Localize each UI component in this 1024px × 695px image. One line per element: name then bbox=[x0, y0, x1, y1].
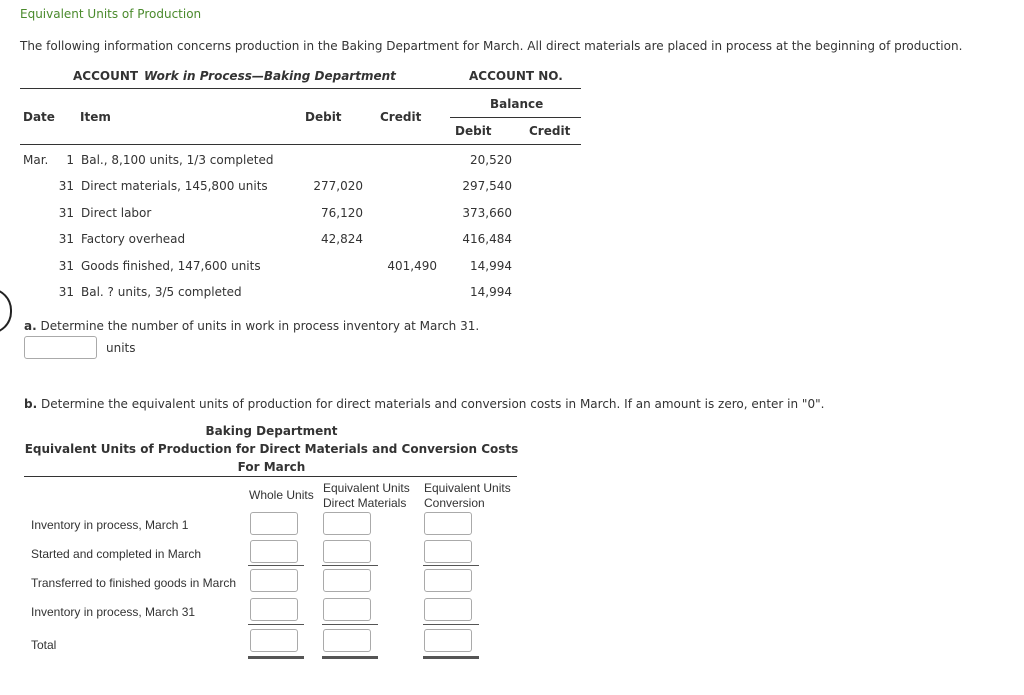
balance-credit-header: Credit bbox=[529, 124, 571, 138]
row-label-started-completed: Started and completed in March bbox=[31, 547, 202, 561]
row-item: Goods finished, 147,600 units bbox=[81, 259, 261, 273]
part-b-prefix: b. bbox=[24, 397, 38, 411]
row-item: Bal., 8,100 units, 1/3 completed bbox=[81, 153, 274, 167]
double-underline bbox=[248, 656, 304, 659]
whole-units-input-started-completed[interactable] bbox=[250, 540, 298, 563]
col-header-conv-line1: Equivalent Units bbox=[424, 481, 511, 495]
ledger-top-rule bbox=[20, 88, 581, 89]
dm-input-inventory-march-1[interactable] bbox=[323, 512, 371, 535]
intro-text: The following information concerns production in the Baking Department for March. All direct materials are placed in process at the beginning of production. bbox=[20, 39, 963, 53]
total-rule bbox=[248, 624, 304, 625]
row-debit: 76,120 bbox=[321, 206, 363, 220]
table-title-department: Baking Department bbox=[205, 424, 338, 438]
left-edge-bracket bbox=[0, 288, 12, 334]
col-header-whole-units: Whole Units bbox=[249, 488, 314, 502]
row-label-inventory-march-31: Inventory in process, March 31 bbox=[31, 605, 196, 619]
conversion-input-inventory-march-1[interactable] bbox=[424, 512, 472, 535]
ledger-header-rule bbox=[20, 144, 581, 145]
account-no-label: ACCOUNT NO. bbox=[469, 69, 563, 83]
row-day: 31 bbox=[58, 259, 74, 273]
row-balance-debit: 20,520 bbox=[470, 153, 512, 167]
col-header-dm-line2: Direct Materials bbox=[323, 496, 407, 510]
balance-header: Balance bbox=[490, 97, 544, 111]
row-label-inventory-march-1: Inventory in process, March 1 bbox=[31, 518, 189, 532]
row-balance-debit: 373,660 bbox=[462, 206, 512, 220]
table-top-rule bbox=[24, 476, 517, 477]
units-label: units bbox=[106, 341, 136, 355]
whole-units-input-transferred[interactable] bbox=[250, 569, 298, 592]
month-label: Mar. bbox=[23, 153, 49, 167]
row-debit: 42,824 bbox=[321, 232, 363, 246]
row-item: Direct labor bbox=[81, 206, 152, 220]
row-credit: 401,490 bbox=[387, 259, 437, 273]
row-debit: 277,020 bbox=[313, 179, 363, 193]
part-a-question bbox=[24, 319, 479, 333]
row-day: 31 bbox=[58, 285, 74, 299]
total-rule bbox=[322, 624, 378, 625]
row-day: 31 bbox=[58, 179, 74, 193]
whole-units-input-inventory-march-1[interactable] bbox=[250, 512, 298, 535]
conversion-input-total[interactable] bbox=[424, 629, 472, 652]
row-day: 31 bbox=[58, 206, 74, 220]
item-header: Item bbox=[80, 110, 111, 124]
dm-input-transferred[interactable] bbox=[323, 569, 371, 592]
part-a-prefix: a. bbox=[24, 319, 37, 333]
double-underline bbox=[322, 656, 378, 659]
row-item: Direct materials, 145,800 units bbox=[81, 179, 268, 193]
row-balance-debit: 14,994 bbox=[470, 285, 512, 299]
date-header: Date bbox=[23, 110, 55, 124]
account-name: Work in Process—Baking Department bbox=[144, 69, 396, 83]
whole-units-input-total[interactable] bbox=[250, 629, 298, 652]
row-balance-debit: 416,484 bbox=[462, 232, 512, 246]
page-title: Equivalent Units of Production bbox=[20, 7, 202, 21]
row-item: Factory overhead bbox=[81, 232, 186, 246]
subtotal-rule bbox=[423, 565, 479, 566]
double-underline bbox=[423, 656, 479, 659]
account-label: ACCOUNT bbox=[73, 69, 139, 83]
row-day: 31 bbox=[58, 232, 74, 246]
dm-input-inventory-march-31[interactable] bbox=[323, 598, 371, 621]
debit-header: Debit bbox=[305, 110, 342, 124]
part-a-text: Determine the number of units in work in process inventory at March 31. bbox=[40, 319, 480, 333]
row-label-total: Total bbox=[31, 638, 57, 652]
dm-input-started-completed[interactable] bbox=[323, 540, 371, 563]
row-balance-debit: 297,540 bbox=[462, 179, 512, 193]
row-balance-debit: 14,994 bbox=[470, 259, 512, 273]
balance-debit-header: Debit bbox=[455, 124, 492, 138]
total-rule bbox=[423, 624, 479, 625]
conversion-input-started-completed[interactable] bbox=[424, 540, 472, 563]
dm-input-total[interactable] bbox=[323, 629, 371, 652]
row-item: Bal. ? units, 3/5 completed bbox=[81, 285, 242, 299]
subtotal-rule bbox=[322, 565, 378, 566]
subtotal-rule bbox=[248, 565, 304, 566]
table-title-main: Equivalent Units of Production for Direct Materials and Conversion Costs bbox=[24, 442, 519, 456]
balance-rule bbox=[450, 117, 581, 118]
row-label-transferred: Transferred to finished goods in March bbox=[31, 576, 236, 590]
table-title-period: For March bbox=[237, 460, 306, 474]
part-b-text: Determine the equivalent units of production for direct materials and conversion costs in March. If an amount is zero, enter in "0". bbox=[40, 397, 825, 411]
col-header-dm-line1: Equivalent Units bbox=[323, 481, 410, 495]
credit-header: Credit bbox=[380, 110, 422, 124]
conversion-input-inventory-march-31[interactable] bbox=[424, 598, 472, 621]
wip-units-input[interactable] bbox=[24, 336, 97, 359]
row-day: 1 bbox=[66, 153, 74, 167]
conversion-input-transferred[interactable] bbox=[424, 569, 472, 592]
whole-units-input-inventory-march-31[interactable] bbox=[250, 598, 298, 621]
part-b-question bbox=[24, 397, 824, 411]
col-header-conv-line2: Conversion bbox=[424, 496, 485, 510]
